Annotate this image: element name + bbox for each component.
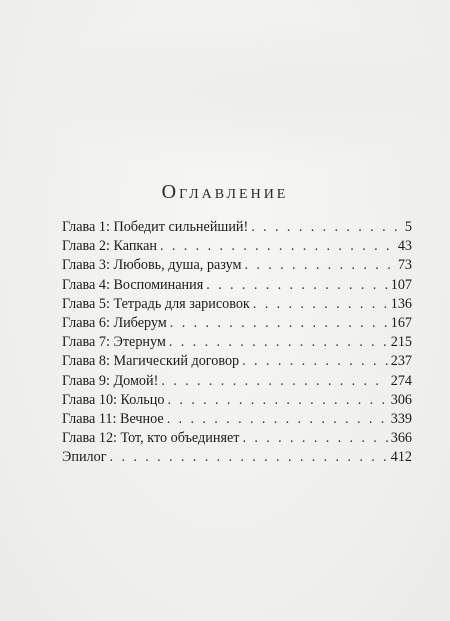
dot-leader — [242, 429, 387, 448]
dot-leader — [167, 410, 388, 429]
toc-entry-page: 339 — [390, 410, 412, 427]
toc-entry-label: Глава 12: Тот, кто объединяет — [62, 430, 240, 447]
dot-leader — [244, 256, 394, 275]
toc-entry-label: Глава 11: Вечное — [62, 410, 164, 427]
dot-leader — [242, 352, 388, 371]
dot-leader — [253, 295, 388, 314]
toc-entry — [62, 256, 412, 275]
toc-entry-page: 366 — [390, 430, 412, 447]
dot-leader — [160, 237, 395, 256]
toc-title: Оглавление — [161, 181, 289, 203]
toc-entry-label: Глава 9: Домой! — [62, 372, 159, 389]
toc-entry-label: Глава 1: Победит сильнейший! — [62, 219, 249, 235]
toc-entry — [62, 237, 412, 256]
dot-leader — [170, 314, 388, 333]
toc-entry — [62, 429, 412, 448]
toc-entry-page: 167 — [390, 314, 412, 331]
dot-leader — [251, 218, 402, 237]
toc-entry-label: Глава 6: Либерум — [62, 314, 167, 331]
dot-leader — [167, 391, 387, 410]
toc-entry-page: 43 — [397, 238, 412, 255]
toc-entry — [62, 295, 412, 314]
toc-entry-page: 107 — [390, 276, 412, 293]
toc-entry-page: 5 — [404, 219, 412, 235]
toc-entry-label: Глава 3: Любовь, душа, разум — [62, 257, 242, 274]
toc-entry-page: 237 — [390, 353, 412, 370]
toc-entry — [62, 352, 412, 371]
dot-leader — [206, 276, 387, 295]
toc-entry — [62, 448, 412, 467]
toc-entry — [62, 218, 412, 237]
toc-entry-page: 274 — [390, 372, 412, 389]
dot-leader — [169, 333, 388, 352]
dot-leader — [161, 372, 387, 391]
show-through-texture — [0, 0, 450, 170]
toc-entry — [62, 314, 412, 333]
toc-entry-label: Глава 4: Воспоминания — [62, 276, 204, 293]
toc-entry — [62, 276, 412, 295]
toc-entry — [62, 410, 412, 429]
toc-entry-label: Глава 5: Тетрадь для зарисовок — [62, 295, 250, 312]
toc-entry — [62, 372, 412, 391]
table-of-contents — [62, 218, 412, 467]
toc-entry-label: Глава 2: Капкан — [62, 238, 157, 255]
toc-entry-label: Эпилог — [62, 449, 107, 466]
toc-entry — [62, 333, 412, 352]
toc-entry — [62, 391, 412, 410]
toc-entry-page: 412 — [390, 449, 412, 466]
toc-entry-label: Глава 7: Этернум — [62, 334, 166, 351]
toc-entry-label: Глава 10: Кольцо — [62, 391, 165, 408]
toc-entry-page: 136 — [390, 295, 412, 312]
toc-entry-page: 306 — [390, 391, 412, 408]
toc-entry-label: Глава 8: Магический договор — [62, 353, 240, 370]
toc-entry-page: 215 — [390, 334, 412, 351]
dot-leader — [110, 448, 388, 467]
toc-entry-page: 73 — [397, 257, 412, 274]
